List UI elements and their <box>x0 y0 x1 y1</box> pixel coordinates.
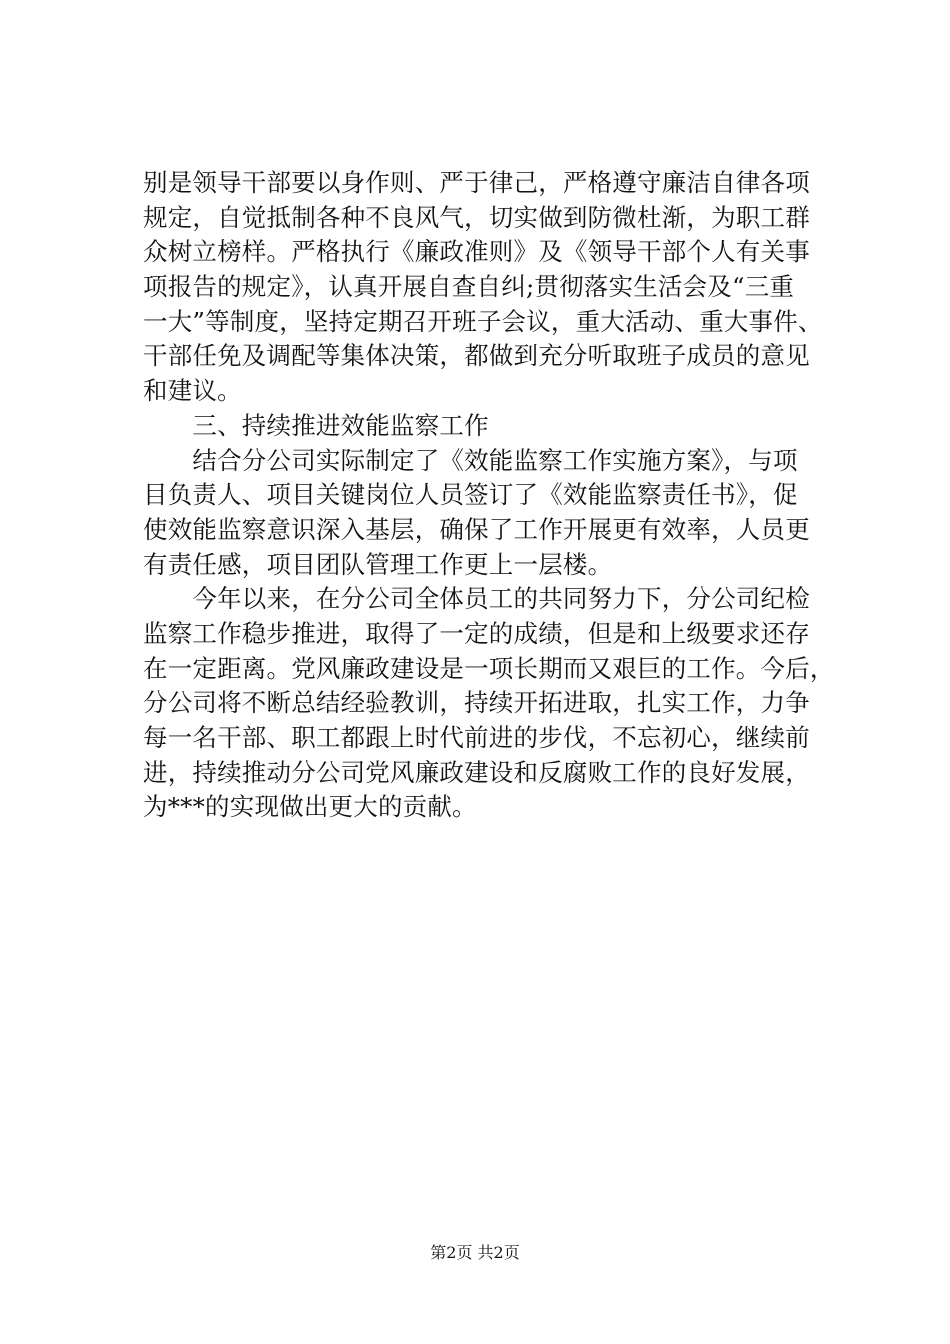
text-line: 规定，自觉抵制各种不良风气，切实做到防微杜渐，为职工群 <box>143 202 810 232</box>
text-line: 监察工作稳步推进，取得了一定的成绩，但是和上级要求还存 <box>143 618 810 648</box>
text-line: 别是领导干部要以身作则、严于律己，严格遵守廉洁自律各项 <box>143 168 810 197</box>
text-line: 今年以来，在分公司全体员工的共同努力下，分公司纪检 <box>143 584 810 614</box>
text-line: 进，持续推动分公司党风廉政建设和反腐败工作的良好发展， <box>143 757 810 787</box>
text-line: 和建议。 <box>143 376 242 406</box>
text-line: 干部任免及调配等集体决策，都做到充分听取班子成员的意见 <box>143 341 810 371</box>
section-heading: 三、持续推进效能监察工作 <box>143 410 489 440</box>
text-line: 为***的实现做出更大的贡献。 <box>143 792 477 822</box>
text-line: 众树立榜样。严格执行《廉政准则》及《领导干部个人有关事 <box>143 237 810 267</box>
page-footer: 第2页 共2页 <box>430 1243 520 1262</box>
text-line: 结合分公司实际制定了《效能监察工作实施方案》，与项 <box>143 445 798 475</box>
document-body <box>143 166 833 825</box>
text-line: 项报告的规定》，认真开展自查自纠;贯彻落实生活会及“三重 <box>143 272 795 302</box>
text-line: 每一名干部、职工都跟上时代前进的步伐，不忘初心，继续前 <box>143 723 810 752</box>
text-line: 在一定距离。党风廉政建设是一项长期而又艰巨的工作。今后， <box>143 653 835 683</box>
text-line: 使效能监察意识深入基层，确保了工作开展更有效率，人员更 <box>143 514 810 544</box>
text-line: 目负责人、项目关键岗位人员签订了《效能监察责任书》，促 <box>143 480 798 510</box>
text-line: 分公司将不断总结经验教训，持续开拓进取，扎实工作，力争 <box>143 688 810 718</box>
text-line: 有责任感，项目团队管理工作更上一层楼。 <box>143 549 613 579</box>
text-line: 一大”等制度，坚持定期召开班子会议，重大活动、重大事件、 <box>143 306 823 336</box>
